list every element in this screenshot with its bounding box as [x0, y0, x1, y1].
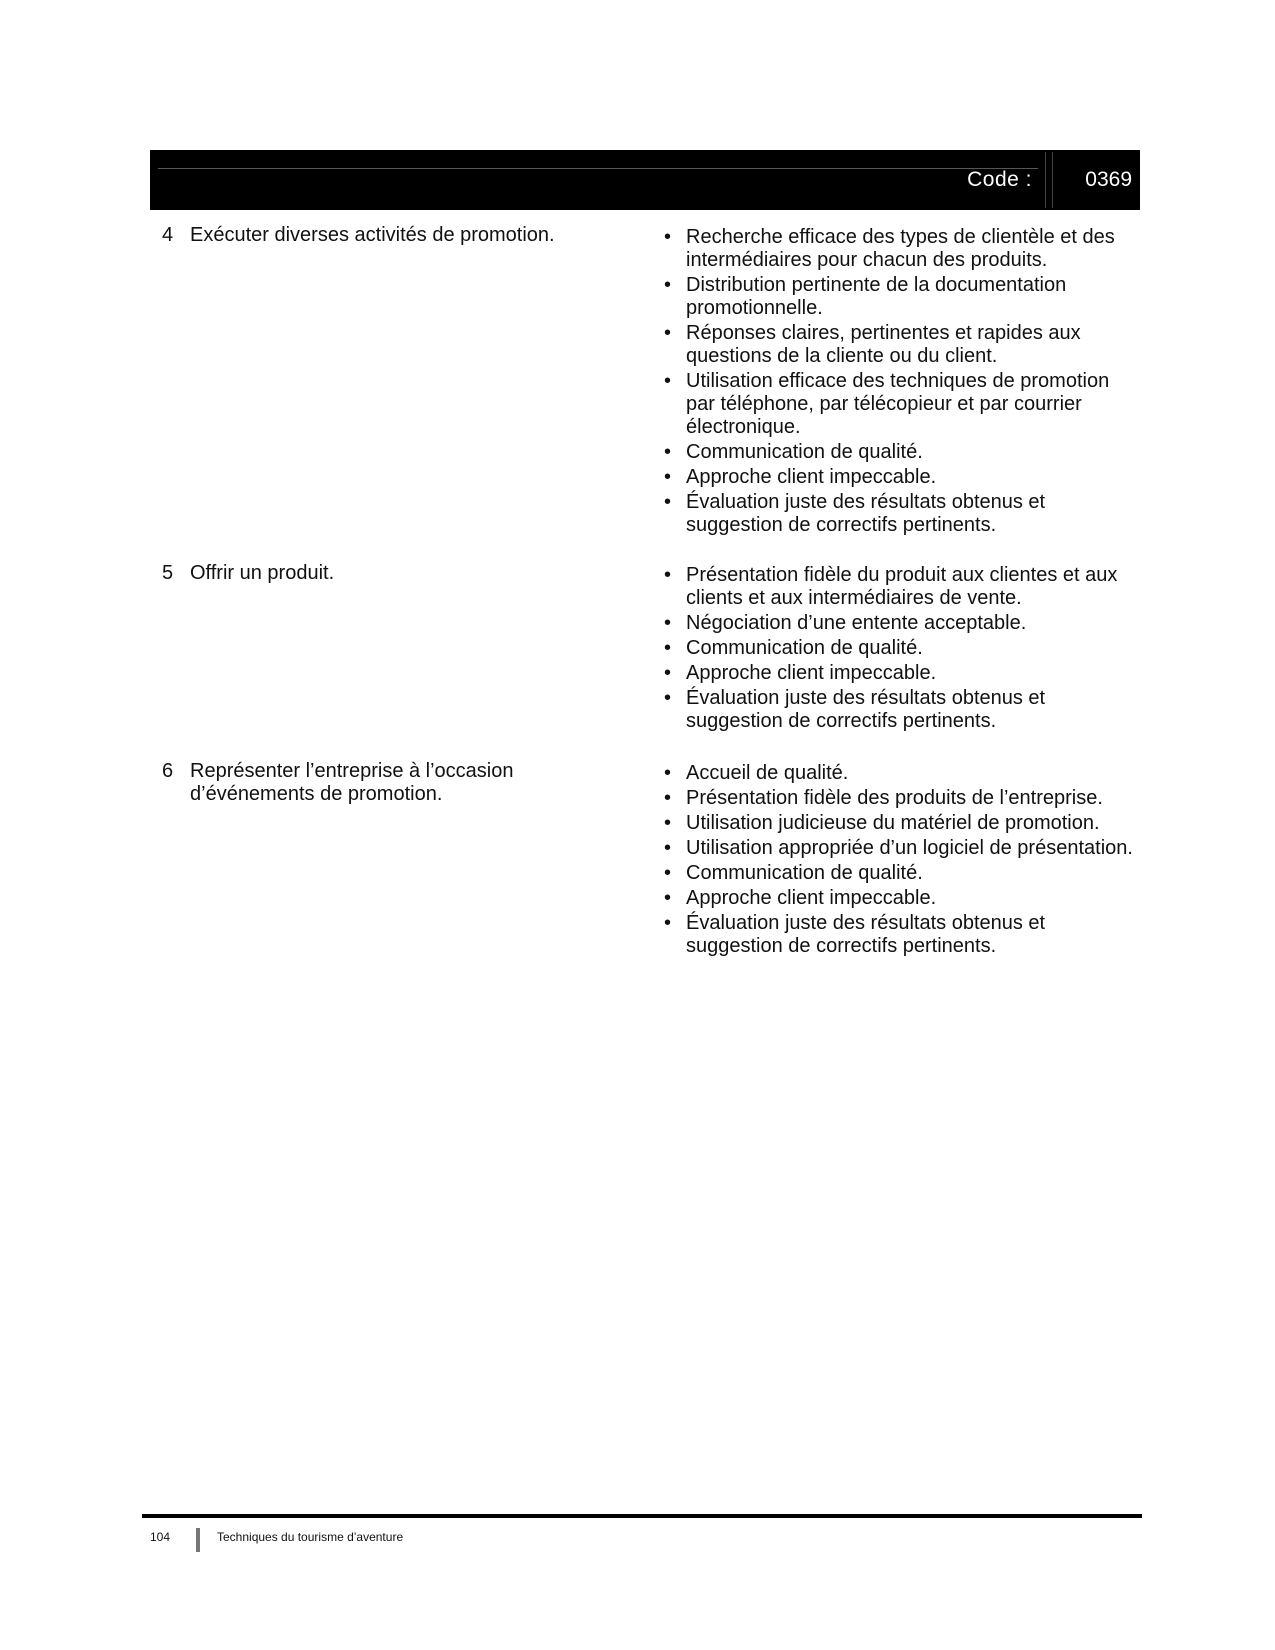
element-text: Représenter l’entreprise à l’occasion d’événements de promotion.	[190, 760, 514, 805]
header-bar	[150, 150, 1140, 210]
criterion-item: • Utilisation efficace des techniques de promotion par téléphone, par télécopieur et par courrier électronique.	[658, 370, 1138, 439]
criteria-list	[658, 762, 1138, 960]
criterion-item: • Approche client impeccable.	[658, 887, 1138, 910]
criterion-item: • Communication de qualité.	[658, 862, 1138, 885]
element-text: Exécuter diverses activités de promotion.	[190, 224, 555, 246]
header-rule	[158, 168, 1038, 169]
criterion-item: • Approche client impeccable.	[658, 662, 1138, 685]
element-number: 5	[162, 562, 174, 584]
footer-rule	[142, 1514, 1142, 1518]
element-number: 6	[162, 760, 174, 782]
criterion-item: • Approche client impeccable.	[658, 466, 1138, 489]
criterion-item: • Communication de qualité.	[658, 441, 1138, 464]
element-statement	[162, 562, 632, 585]
footer-separator	[196, 1528, 200, 1552]
criterion-item: • Accueil de qualité.	[658, 762, 1138, 785]
header-divider	[1052, 152, 1053, 208]
criterion-item: • Évaluation juste des résultats obtenus et suggestion de correctifs pertinents.	[658, 687, 1138, 733]
element-statement	[162, 760, 632, 806]
criterion-item: • Communication de qualité.	[658, 637, 1138, 660]
criterion-item: • Distribution pertinente de la documentation promotionnelle.	[658, 274, 1138, 320]
footer-title: Techniques du tourisme d’aventure	[217, 1530, 404, 1544]
code-value: 0369	[1085, 168, 1132, 191]
element-text: Offrir un produit.	[190, 562, 335, 584]
criterion-item: • Évaluation juste des résultats obtenus et suggestion de correctifs pertinents.	[658, 912, 1138, 958]
criterion-item: • Utilisation appropriée d’un logiciel de présentation.	[658, 837, 1138, 860]
criterion-item: • Évaluation juste des résultats obtenus et suggestion de correctifs pertinents.	[658, 491, 1138, 537]
element-statement	[162, 224, 632, 247]
criterion-item: • Réponses claires, pertinentes et rapides aux questions de la cliente ou du client.	[658, 322, 1138, 368]
criteria-list	[658, 564, 1138, 735]
criterion-item: • Présentation fidèle des produits de l’entreprise.	[658, 787, 1138, 810]
criterion-item: • Présentation fidèle du produit aux clientes et aux clients et aux intermédiaires de vente.	[658, 564, 1138, 610]
page-number: 104	[150, 1530, 171, 1544]
criterion-item: • Négociation d’une entente acceptable.	[658, 612, 1138, 635]
criteria-list	[658, 226, 1138, 539]
element-number: 4	[162, 224, 174, 246]
code-label: Code :	[967, 168, 1032, 191]
criterion-item: • Utilisation judicieuse du matériel de promotion.	[658, 812, 1138, 835]
header-divider	[1045, 152, 1046, 208]
criterion-item: • Recherche efficace des types de clientèle et des intermédiaires pour chacun des produits.	[658, 226, 1138, 272]
